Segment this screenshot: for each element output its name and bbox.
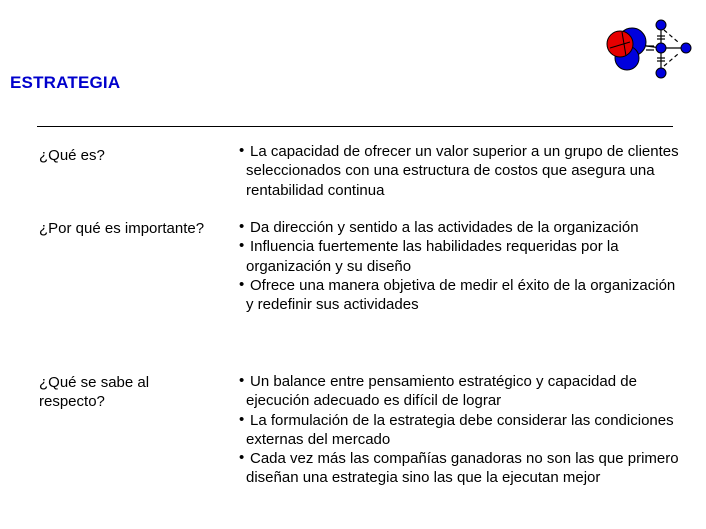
answer-item: • Da dirección y sentido a las actividades de la organización	[243, 218, 683, 237]
question-label: ¿Qué es?	[39, 147, 105, 164]
molecule-network-icon	[602, 18, 694, 82]
page-title: ESTRATEGIA	[10, 73, 121, 92]
answer-item: • Un balance entre pensamiento estratégico y capacidad de ejecución adecuado es difícil de lograr	[243, 372, 683, 411]
question-label: ¿Por qué es importante?	[39, 220, 205, 237]
answer-list	[243, 142, 683, 200]
answer-item: • La formulación de la estrategia debe considerar las condiciones externas del mercado	[243, 411, 683, 450]
question-label: ¿Qué se sabe al respecto?	[39, 374, 150, 410]
answer-item: • La capacidad de ofrecer un valor superior a un grupo de clientes seleccionados con una estructura de costos que asegura una rentabilidad continua	[243, 142, 683, 200]
answer-list	[243, 218, 683, 314]
answer-item: • Cada vez más las compañías ganadoras no son las que primero diseñan una estrategia sino las que la ejecutan mejor	[243, 449, 683, 488]
header-divider	[37, 126, 673, 127]
answer-list	[243, 372, 683, 488]
answer-item: • Influencia fuertemente las habilidades requeridas por la organización y su diseño	[243, 237, 683, 276]
answer-item: • Ofrece una manera objetiva de medir el éxito de la organización y redefinir sus actividades	[243, 276, 683, 315]
